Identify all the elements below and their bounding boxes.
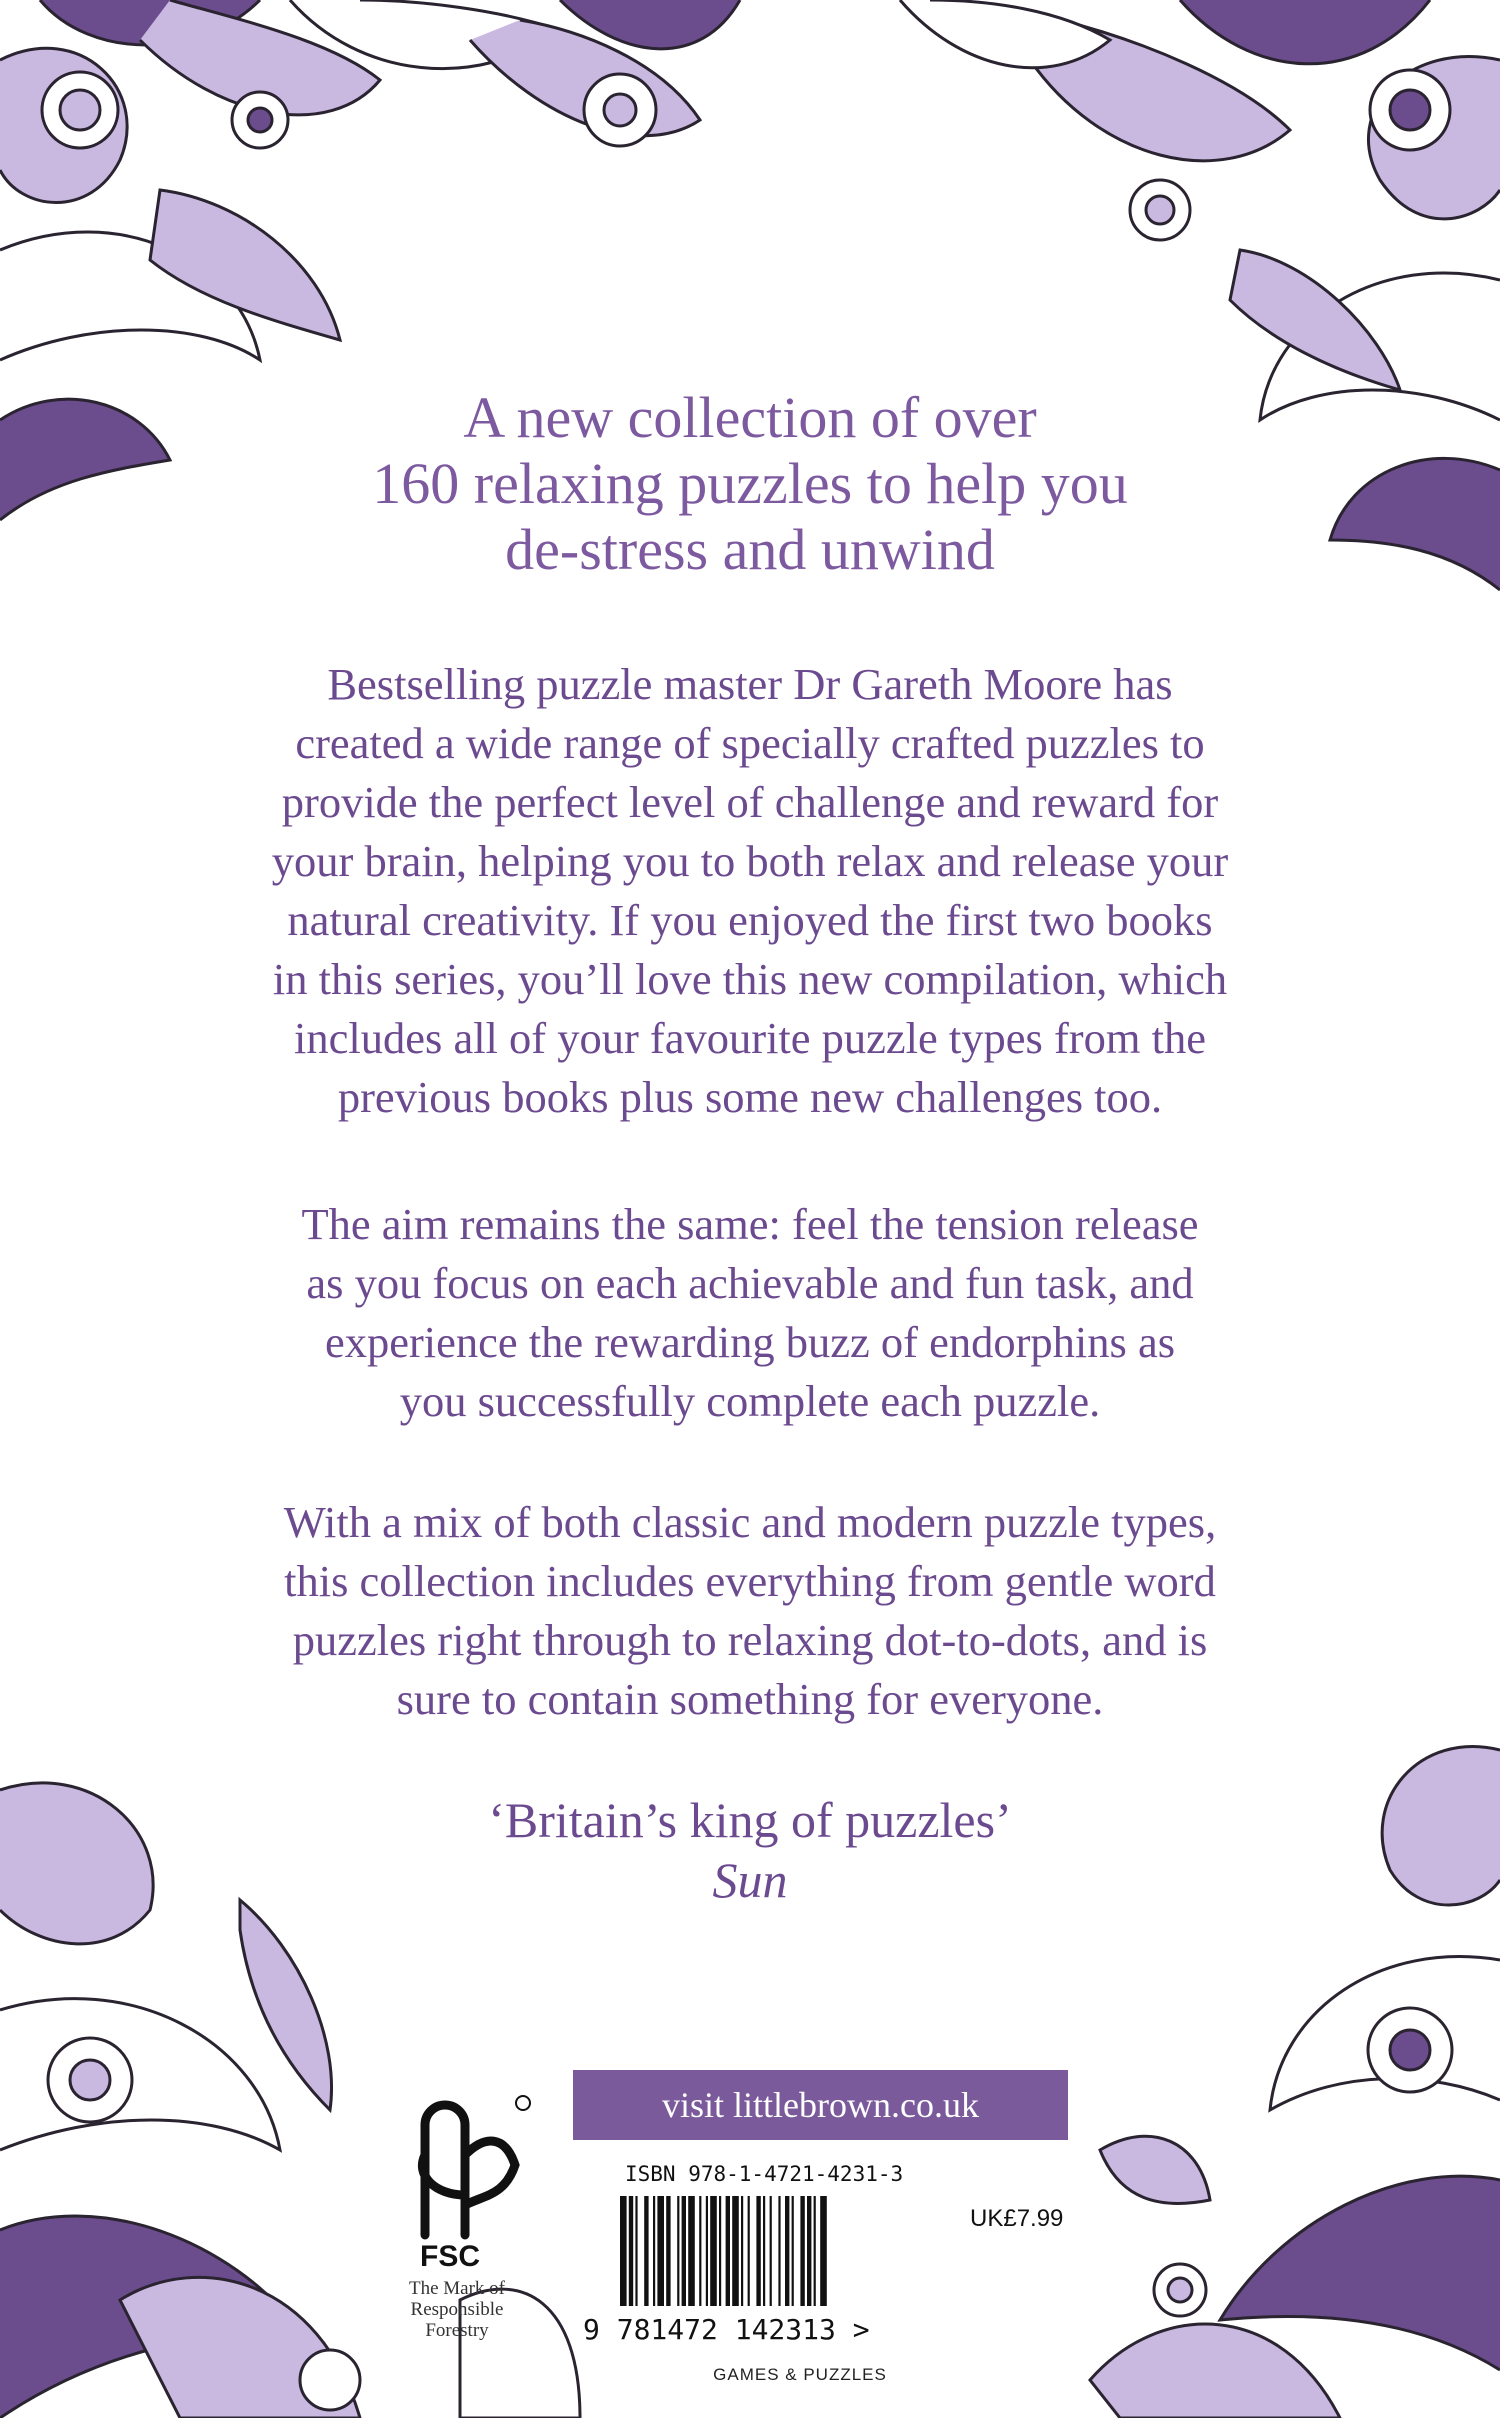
blurb-line: sure to contain something for everyone. [396, 1674, 1104, 1724]
barcode-bar [620, 2196, 627, 2306]
barcode-bar [629, 2196, 633, 2306]
blurb-line: as you focus on each achievable and fun task, and [306, 1258, 1194, 1308]
barcode-bar [677, 2196, 679, 2306]
blurb-line: provide the perfect level of challenge and reward for [281, 777, 1219, 827]
blurb-line: created a wide range of specially crafted puzzles to [295, 718, 1205, 768]
barcode-bar [741, 2196, 743, 2306]
barcode-bar [726, 2196, 730, 2306]
headline-line: A new collection of over [463, 385, 1037, 450]
blurb-line: The aim remains the same: feel the tension release [301, 1199, 1199, 1249]
barcode-bar [719, 2196, 721, 2306]
blurb-line: includes all of your favourite puzzle types from the [294, 1013, 1206, 1063]
website-link[interactable] [573, 2070, 1068, 2140]
fsc-tagline [372, 2278, 542, 2341]
barcode-bar [657, 2196, 664, 2306]
barcode-bar [682, 2196, 686, 2306]
barcode-bar [778, 2196, 780, 2306]
blurb-line: With a mix of both classic and modern puzzle types, [283, 1497, 1217, 1547]
blurb-line: your brain, helping you to both relax and release your [271, 836, 1229, 886]
barcode-bar [653, 2196, 655, 2306]
fsc-tagline-line: Responsible [410, 2299, 504, 2320]
barcode-bar [710, 2196, 717, 2306]
blurb-line: this collection includes everything from gentle word [284, 1556, 1216, 1606]
quote-text: ‘Britain’s king of puzzles’ [488, 1792, 1012, 1848]
price-label: UK£7.99 [970, 2205, 1064, 2232]
headline-line: 160 relaxing puzzles to help you [372, 451, 1128, 516]
barcode-bar [644, 2196, 648, 2306]
blurb-paragraph-1 [120, 655, 1380, 1127]
fsc-tagline-line: The Mark of [408, 2278, 506, 2299]
quote-source: Sun [712, 1852, 788, 1908]
barcode-bar [807, 2196, 811, 2306]
fsc-label: FSC [420, 2240, 480, 2273]
barcode-bar [756, 2196, 760, 2306]
barcode-bar [785, 2196, 789, 2306]
barcode-bar [748, 2196, 750, 2306]
isbn-number: ISBN 978-1-4721-4231-3 [625, 2162, 904, 2186]
barcode-bar [732, 2196, 739, 2306]
blurb-paragraph-2 [120, 1195, 1380, 1431]
blurb-line: Bestselling puzzle master Dr Gareth Moore has [327, 659, 1173, 709]
barcode-bar [820, 2196, 827, 2306]
barcode [618, 2196, 958, 2306]
blurb-paragraph-3 [120, 1493, 1380, 1729]
barcode-bar [688, 2196, 695, 2306]
blurb-line: puzzles right through to relaxing dot-to-dots, and is [292, 1615, 1208, 1665]
barcode-bar [770, 2196, 772, 2306]
barcode-bar [699, 2196, 701, 2306]
barcode-bar [706, 2196, 708, 2306]
barcode-bar [814, 2196, 816, 2306]
blurb-line: you successfully complete each puzzle. [399, 1376, 1101, 1426]
blurb-line: natural creativity. If you enjoyed the first two books [287, 895, 1213, 945]
barcode-bar [800, 2196, 804, 2306]
barcode-digits: 9 781472 142313 > [583, 2313, 870, 2346]
fsc-tagline-line: Forestry [425, 2320, 489, 2341]
barcode-bar [763, 2196, 765, 2306]
headline [250, 385, 1250, 583]
website-label: visit littlebrown.co.uk [662, 2085, 979, 2125]
review-quote [250, 1790, 1250, 1910]
blurb-line: previous books plus some new challenges too. [337, 1072, 1163, 1122]
category-label: GAMES & PUZZLES [713, 2365, 887, 2384]
barcode-bar [635, 2196, 637, 2306]
blurb-line: experience the rewarding buzz of endorphins as [324, 1317, 1176, 1367]
blurb-line: in this series, you’ll love this new compilation, which [272, 954, 1228, 1004]
barcode-bar [666, 2196, 670, 2306]
barcode-bar [792, 2196, 794, 2306]
headline-line: de-stress and unwind [505, 517, 995, 582]
